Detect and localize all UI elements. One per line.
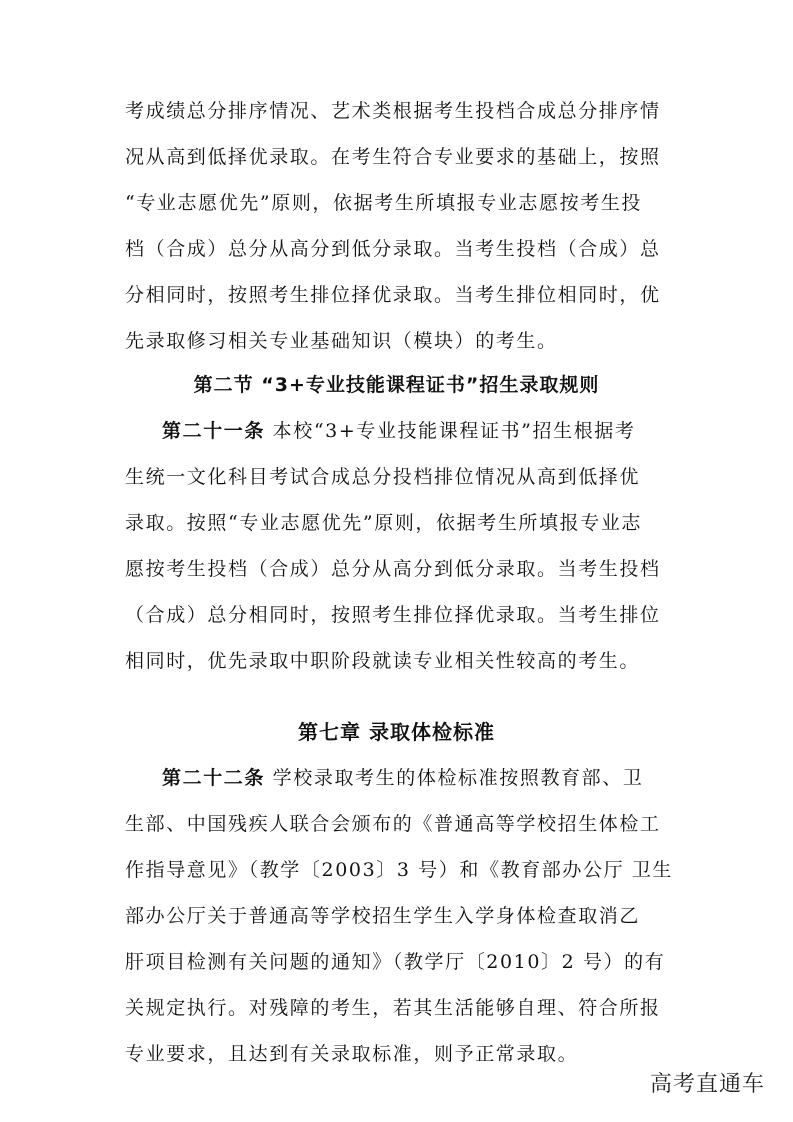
paragraph-line: 生统一文化科目考试合成总分投档排位情况从高到低择优 — [125, 466, 641, 488]
chapter-heading: 第七章 录取体检标准 — [298, 720, 495, 744]
section-heading: 第二节 “3+专业技能课程证书”招生录取规则 — [193, 374, 600, 396]
paragraph-line: 档（合成）总分从高分到低分录取。当考生投档（合成）总 — [125, 238, 661, 260]
paragraph-line: 生部、中国残疾人联合会颁布的《普通高等学校招生体检工 — [125, 813, 661, 835]
article-first-line — [162, 766, 643, 790]
paragraph-line: 况从高到低择优录取。在考生符合专业要求的基础上，按照 — [125, 146, 661, 168]
paragraph-line: 肝项目检测有关问题的通知》（教学厅〔2010〕2 号）的有 — [125, 951, 666, 973]
article-label: 第二十二条 — [162, 767, 266, 789]
paragraph-line: 先录取修习相关专业基础知识（模块）的考生。 — [125, 330, 558, 352]
paragraph-line: 相同时，优先录取中职阶段就读专业相关性较高的考生。 — [125, 650, 641, 672]
watermark-text: 高考直通车 — [649, 1072, 765, 1097]
article-label: 第二十一条 — [162, 420, 266, 442]
paragraph-line: 愿按考生投档（合成）总分从高分到低分录取。当考生投档 — [125, 558, 661, 580]
paragraph-line: （合成）总分相同时，按照考生排位择优录取。当考生排位 — [125, 604, 661, 626]
paragraph-line: “专业志愿优先”原则，依据考生所填报专业志愿按考生投 — [125, 192, 643, 214]
paragraph-line: 分相同时，按照考生排位择优录取。当考生排位相同时，优 — [125, 284, 661, 306]
article-text: 本校“3+专业技能课程证书”招生根据考 — [272, 420, 636, 442]
paragraph-line: 关规定执行。对残障的考生，若其生活能够自理、符合所报 — [125, 997, 661, 1019]
paragraph-line: 专业要求，且达到有关录取标准，则予正常录取。 — [125, 1043, 579, 1065]
paragraph-line: 考成绩总分排序情况、艺术类根据考生投档合成总分排序情 — [125, 100, 661, 122]
paragraph-line: 部办公厅关于普通高等学校招生学生入学身体检查取消乙 — [125, 905, 641, 927]
article-first-line — [162, 419, 636, 443]
paragraph-line: 录取。按照“专业志愿优先”原则，依据考生所填报专业志 — [125, 512, 643, 534]
article-text: 学校录取考生的体检标准按照教育部、卫 — [272, 767, 644, 789]
paragraph-line: 作指导意见》（教学〔2003〕3 号）和《教育部办公厅 卫生 — [125, 859, 674, 881]
